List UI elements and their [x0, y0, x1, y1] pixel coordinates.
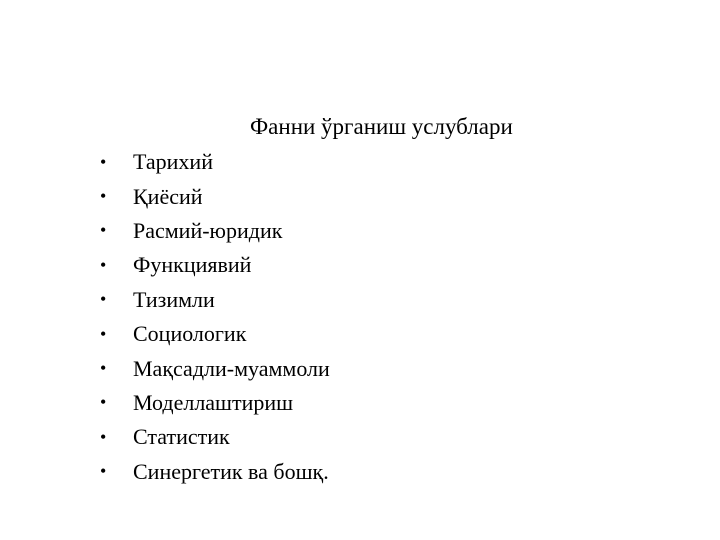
methods-list	[100, 145, 330, 489]
list-item	[100, 317, 330, 351]
list-item	[100, 420, 330, 454]
list-item-label: Қиёсий	[133, 183, 203, 209]
bullet-icon: •	[100, 358, 107, 379]
list-item-label: Моделлаштириш	[133, 389, 294, 415]
list-item	[100, 214, 330, 248]
list-item	[100, 283, 330, 317]
list-item	[100, 386, 330, 420]
list-item-label: Функциявий	[133, 252, 252, 278]
bullet-icon: •	[100, 151, 107, 172]
bullet-icon: •	[100, 323, 107, 344]
list-item-label: Синергетик ва бошқ.	[133, 458, 329, 484]
bullet-icon: •	[100, 289, 107, 310]
list-item-label: Расмий-юридик	[133, 217, 283, 243]
list-item-label: Тарихий	[133, 149, 213, 175]
list-item-label: Социологик	[133, 321, 247, 347]
bullet-icon: •	[100, 186, 107, 207]
list-item	[100, 351, 330, 385]
bullet-icon: •	[100, 392, 107, 413]
bullet-icon: •	[100, 461, 107, 482]
list-item	[100, 248, 330, 282]
list-item-label: Тизимли	[133, 286, 215, 312]
bullet-icon: •	[100, 426, 107, 447]
list-item	[100, 455, 330, 489]
bullet-icon: •	[100, 220, 107, 241]
list-item	[100, 179, 330, 213]
list-item	[100, 145, 330, 179]
bullet-icon: •	[100, 254, 107, 275]
list-item-label: Статистик	[133, 424, 230, 450]
slide-title: Фанни ўрганиш услублари	[250, 114, 513, 139]
list-item-label: Мақсадли-муаммоли	[133, 355, 330, 381]
